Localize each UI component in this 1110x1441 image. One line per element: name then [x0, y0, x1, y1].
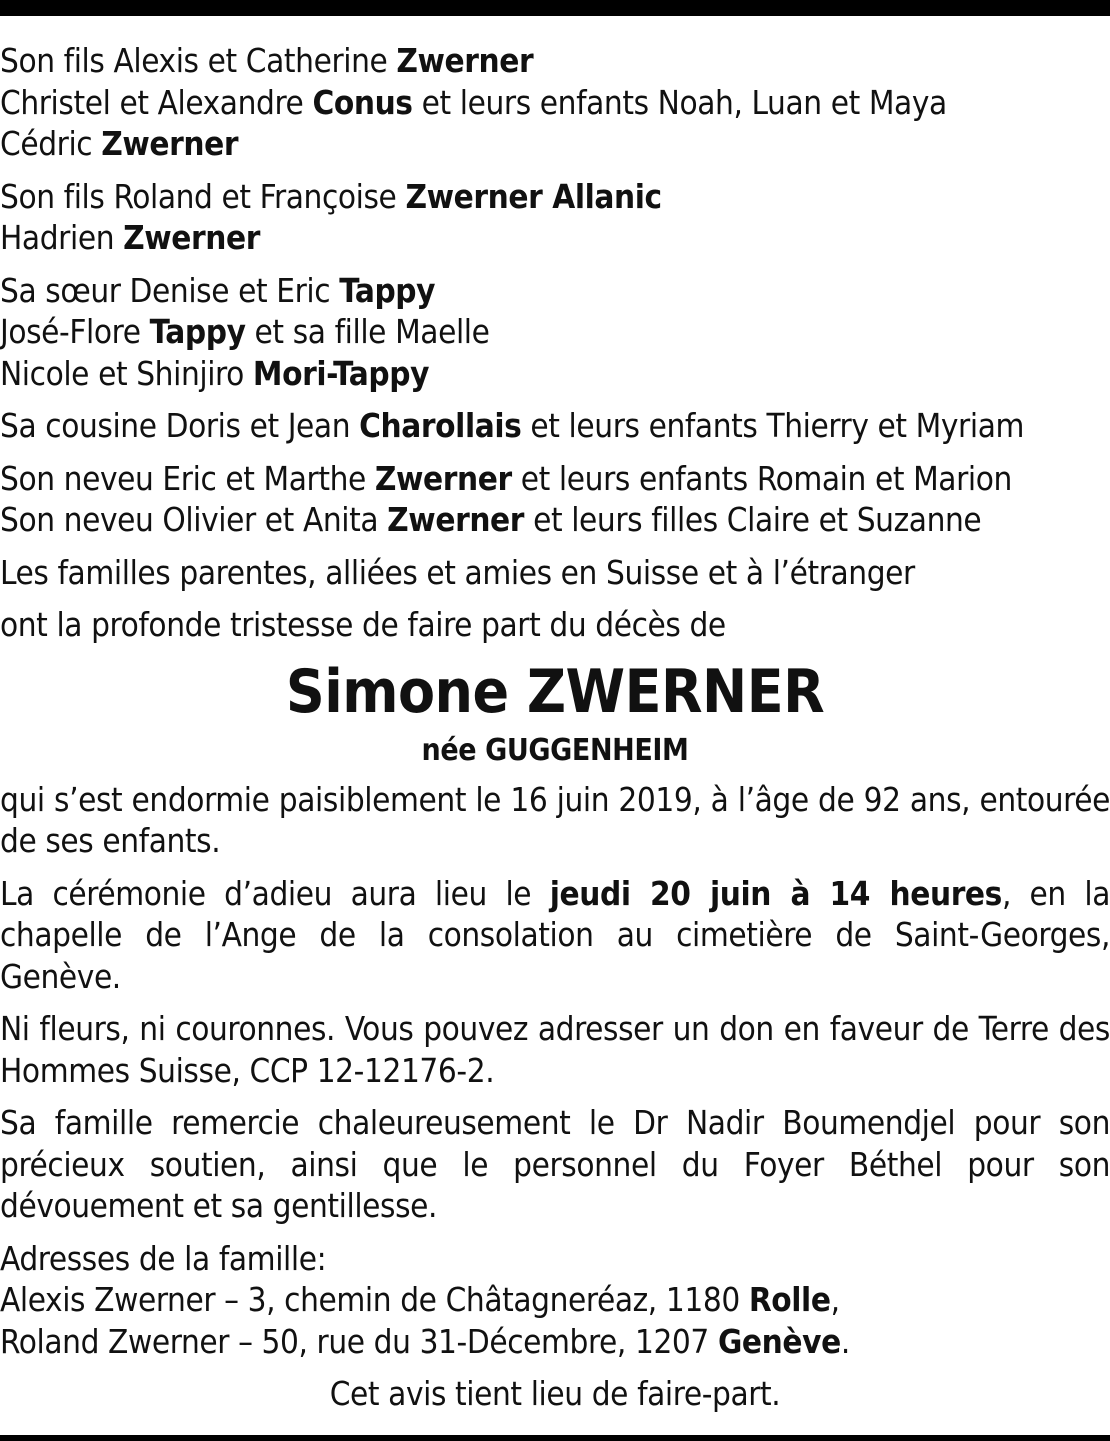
- family-line: Son neveu Eric et Marthe Zwerner et leurs enfants Romain et Marion: [0, 458, 1012, 498]
- obituary-notice: [0, 40, 1110, 1415]
- addresses-heading: Adresses de la famille:: [0, 1238, 327, 1278]
- family-line: Son fils Roland et Françoise Zwerner Allanic: [0, 176, 662, 216]
- family-group-denise: [0, 270, 1110, 395]
- bottom-rule: [0, 1435, 1110, 1441]
- deceased-name: Simone ZWERNER: [285, 656, 825, 727]
- thanks-paragraph: Sa famille remercie chaleureusement le Dr Nadir Boumendjel pour son précieux soutien, ainsi que le personnel du Foyer Béthel pour son dévouement et sa gentillesse.: [0, 1103, 1110, 1225]
- family-group-nephews: [0, 458, 1110, 541]
- family-line: Les familles parentes, alliées et amies en Suisse et à l’étranger: [0, 552, 915, 592]
- address-line: Roland Zwerner – 50, rue du 31-Décembre, 1207 Genève.: [0, 1321, 850, 1361]
- family-line: Son neveu Olivier et Anita Zwerner et leurs filles Claire et Suzanne: [0, 500, 982, 539]
- family-group-alexis: [0, 40, 1110, 165]
- address-line: Alexis Zwerner – 3, chemin de Châtagneréaz, 1180 Rolle,: [0, 1280, 840, 1319]
- family-line: Cédric Zwerner: [0, 124, 239, 163]
- death-paragraph: qui s’est endormie paisiblement le 16 juin 2019, à l’âge de 92 ans, entourée de ses enfants.: [0, 779, 1110, 860]
- ceremony-paragraph: La cérémonie d’adieu aura lieu le jeudi 20 juin à 14 heures, en la chapelle de l’Ange de la consolation au cimetière de Saint-Georges, Genève.: [0, 873, 1110, 996]
- family-line: Christel et Alexandre Conus et leurs enfants Noah, Luan et Maya: [0, 82, 947, 122]
- family-line: Sa sœur Denise et Eric Tappy: [0, 270, 436, 310]
- addresses-block: [0, 1238, 1110, 1363]
- announcement-line: ont la profonde tristesse de faire part du décès de: [0, 605, 726, 644]
- family-line: Hadrien Zwerner: [0, 218, 261, 257]
- family-group-doris: [0, 405, 1110, 447]
- top-rule: [0, 0, 1110, 16]
- family-line: José-Flore Tappy et sa fille Maelle: [0, 312, 490, 351]
- family-line: Sa cousine Doris et Jean Charollais et leurs enfants Thierry et Myriam: [0, 406, 1025, 445]
- family-line: Nicole et Shinjiro Mori-Tappy: [0, 353, 430, 393]
- closing-note: Cet avis tient lieu de faire-part.: [329, 1374, 781, 1413]
- family-group-relatives: [0, 552, 1110, 594]
- donation-paragraph: Ni fleurs, ni couronnes. Vous pouvez adresser un don en faveur de Terre des Hommes Suisse, CCP 12-12176-2.: [0, 1009, 1110, 1090]
- maiden-name: née GUGGENHEIM: [421, 732, 689, 768]
- family-group-roland: [0, 176, 1110, 259]
- family-line: Son fils Alexis et Catherine Zwerner: [0, 41, 534, 80]
